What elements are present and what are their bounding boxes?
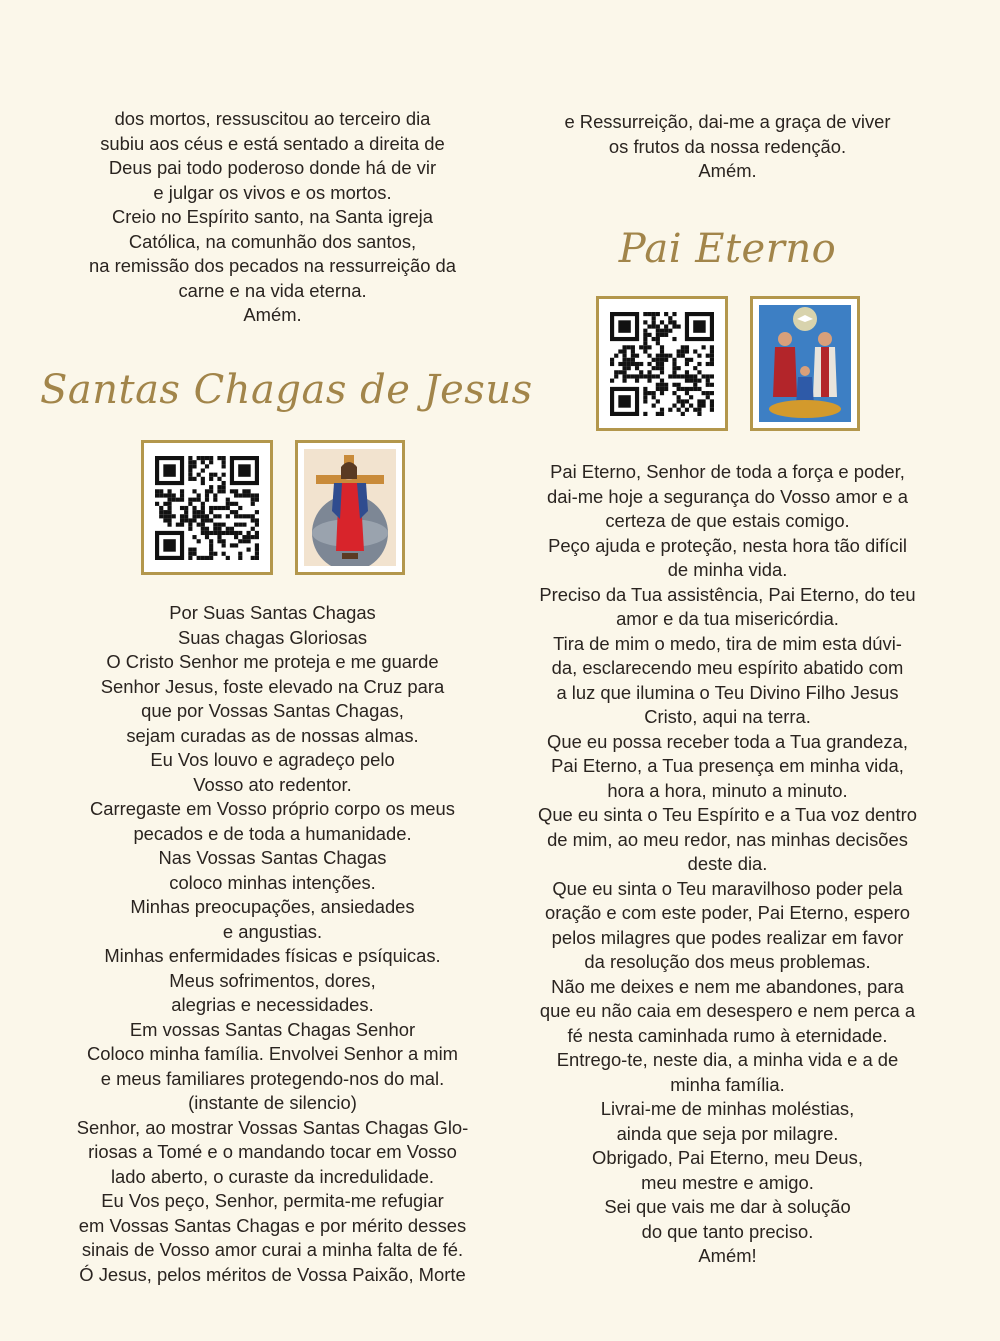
text-line: Creio no Espírito santo, na Santa igreja <box>111 206 433 227</box>
text-line: O Cristo Senhor me proteja e me guarde <box>106 651 439 672</box>
qr-code-frame[interactable] <box>141 440 273 575</box>
text-line: sinais de Vosso amor curai a minha falta de fé. <box>81 1239 464 1260</box>
santas-chagas-prayer-ending <box>520 110 935 184</box>
text-line: Carregaste em Vosso próprio corpo os meus <box>90 798 455 819</box>
text-line: (instante de silencio) <box>188 1092 357 1113</box>
text-line: Nas Vossas Santas Chagas <box>158 847 387 868</box>
text-line: Meus sofrimentos, dores, <box>169 969 376 991</box>
text-line: Vosso ato redentor. <box>193 773 352 795</box>
text-line: carne e na vida eterna. <box>178 279 367 301</box>
text-line: a luz que ilumina o Teu Divino Filho Jesus <box>556 681 899 703</box>
text-line: da, esclarecendo meu espírito abatido com <box>551 657 904 678</box>
text-line: Peço ajuda e proteção, nesta hora tão difícil <box>548 534 907 556</box>
text-line: pelos milagres que podes realizar em favor <box>551 926 904 948</box>
text-line: da resolução dos meus problemas. <box>584 951 871 972</box>
jesus-with-cross-image <box>304 449 396 566</box>
text-line: sejam curadas as de nossas almas. <box>126 724 419 746</box>
text-line: Amém. <box>698 160 757 181</box>
text-line: riosas a Tomé e o mandando tocar em Vosso <box>88 1141 457 1162</box>
santas-chagas-prayer-text <box>40 601 505 1287</box>
text-line: amor e da tua misericórdia. <box>616 608 839 629</box>
text-line: Cristo, aqui na terra. <box>644 706 811 727</box>
text-line: em Vossas Santas Chagas e por mérito desses <box>78 1214 467 1236</box>
text-line: que por Vossas Santas Chagas, <box>141 700 404 721</box>
trinity-image-frame <box>750 296 860 431</box>
text-line: Senhor, ao mostrar Vossas Santas Chagas Glo- <box>76 1116 469 1138</box>
media-row-santas-chagas <box>40 440 505 575</box>
text-line: Minhas preocupações, ansiedades <box>130 896 415 917</box>
qr-code-icon <box>610 312 714 416</box>
text-line: Não me deixes e nem me abandones, para <box>551 975 904 997</box>
text-line: Obrigado, Pai Eterno, meu Deus, <box>592 1147 863 1168</box>
text-line: Livrai-me de minhas moléstias, <box>600 1098 855 1119</box>
text-line: dos mortos, ressuscitou ao terceiro dia <box>114 108 431 129</box>
text-line: e julgar os vivos e os mortos. <box>153 181 392 203</box>
text-line: Por Suas Santas Chagas <box>169 602 376 623</box>
text-line: minha família. <box>670 1073 785 1095</box>
text-line: Ó Jesus, pelos méritos de Vossa Paixão, Morte <box>79 1263 466 1285</box>
text-line: Suas chagas Gloriosas <box>177 626 368 648</box>
section-title-santas-chagas: Santas Chagas de Jesus <box>40 367 533 413</box>
text-line: Que eu possa receber toda a Tua grandeza, <box>547 730 908 752</box>
creed-continuation-text <box>40 107 505 328</box>
text-line: Amém. <box>243 304 302 325</box>
text-line: alegrias e necessidades. <box>171 994 374 1015</box>
text-line: pecados e de toda a humanidade. <box>133 822 412 844</box>
text-line: na remissão dos pecados na ressurreição da <box>89 255 456 276</box>
holy-trinity-image <box>759 305 851 422</box>
text-line: os frutos da nossa redenção. <box>608 135 847 157</box>
text-line: Pai Eterno, Senhor de toda a força e poder, <box>550 461 905 482</box>
qr-code-frame[interactable] <box>596 296 728 431</box>
text-line: Senhor Jesus, foste elevado na Cruz para <box>100 675 445 697</box>
section-title-pai-eterno: Pai Eterno <box>618 226 837 272</box>
text-line: oração e com este poder, Pai Eterno, espero <box>545 902 910 923</box>
text-line: Que eu sinta o Teu maravilhoso poder pela <box>552 877 903 899</box>
text-line: subiu aos céus e está sentado a direita de <box>100 132 445 154</box>
text-line: do que tanto preciso. <box>641 1220 814 1242</box>
text-line: Preciso da Tua assistência, Pai Eterno, do teu <box>539 583 916 605</box>
qr-code-icon <box>155 456 259 560</box>
text-line: Católica, na comunhão dos santos, <box>128 230 417 252</box>
text-line: Que eu sinta o Teu Espírito e a Tua voz dentro <box>538 804 917 825</box>
text-line: coloco minhas intenções. <box>169 871 376 893</box>
media-row-pai-eterno <box>520 296 935 431</box>
text-line: fé nesta caminhada rumo à eternidade. <box>567 1024 888 1046</box>
text-line: Coloco minha família. Envolvei Senhor a mim <box>86 1043 459 1064</box>
text-line: Deus pai todo poderoso donde há de vir <box>108 157 437 178</box>
text-line: Pai Eterno, a Tua presença em minha vida, <box>551 755 904 776</box>
text-line: Eu Vos peço, Senhor, permita-me refugiar <box>101 1190 444 1211</box>
text-line: de minha vida. <box>667 559 788 580</box>
pai-eterno-prayer-text <box>520 460 935 1269</box>
text-line: deste dia. <box>687 853 768 874</box>
text-line: e Ressurreição, dai-me a graça de viver <box>564 111 891 132</box>
text-line: dai-me hoje a segurança do Vosso amor e a <box>547 485 908 507</box>
text-line: Em vossas Santas Chagas Senhor <box>129 1018 416 1040</box>
text-line: de mim, ao meu redor, nas minhas decisões <box>547 828 908 850</box>
text-line: certeza de que estais comigo. <box>605 510 850 531</box>
text-line: Entrego-te, neste dia, a minha vida e a de <box>556 1049 899 1070</box>
text-line: e meus familiares protegendo-nos do mal. <box>100 1067 445 1089</box>
text-line: hora a hora, minuto a minuto. <box>607 779 848 801</box>
text-line: meu mestre e amigo. <box>641 1171 814 1193</box>
text-line: Sei que vais me dar à solução <box>604 1196 851 1217</box>
text-line: lado aberto, o curaste da incredulidade. <box>110 1165 435 1187</box>
text-line: Tira de mim o medo, tira de mim esta dúvi- <box>553 632 902 654</box>
text-line: que eu não caia em desespero e nem perca a <box>539 1000 916 1021</box>
text-line: Minhas enfermidades físicas e psíquicas. <box>104 945 441 966</box>
text-line: ainda que seja por milagre. <box>616 1122 839 1144</box>
jesus-image-frame <box>295 440 405 575</box>
text-line: Amém! <box>698 1245 757 1266</box>
text-line: Eu Vos louvo e agradeço pelo <box>150 749 395 770</box>
text-line: e angustias. <box>222 920 323 942</box>
